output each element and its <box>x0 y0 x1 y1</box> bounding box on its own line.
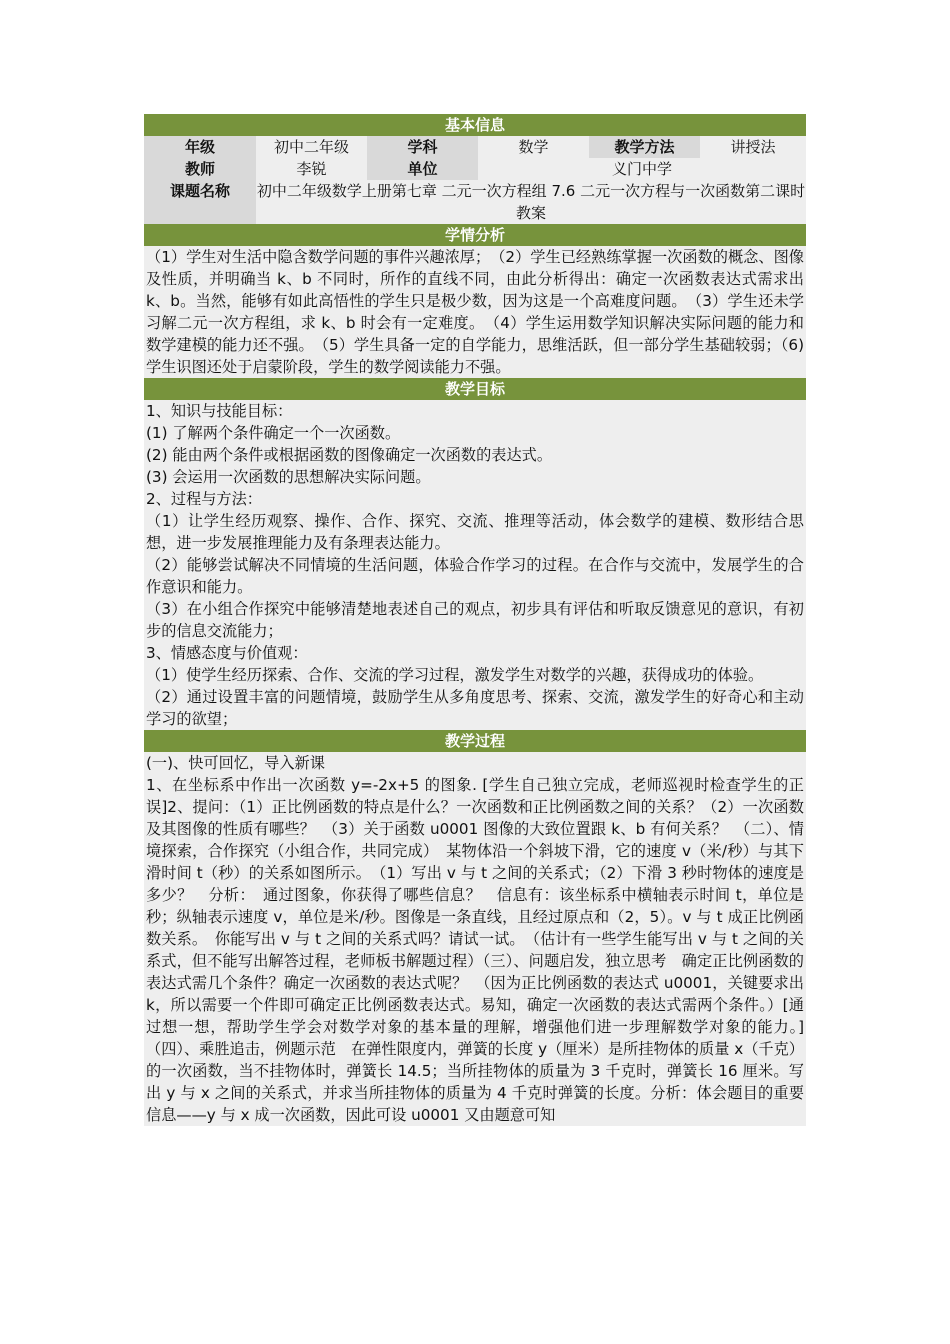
process-text: 1、在坐标系中作出一次函数 y=-2x+5 的图象. [学生自己独立完成，老师巡视时检查学生的正误]2、提问：（1）正比例函数的特点是什么？一次函数和正比例函数之间的关系？（2）一次函数及其图像的性质有哪些？ （3）关于函数 u0001 图像的大致位置跟 k、b 有何关系？ （二）、情境探索，合作探究（小组合作，共同完成） 某物体沿一个斜坡下滑，它的速度 v（米/秒）与其下滑时间 t（秒）的关系如图所示。 （1）写出 v 与 t 之间的关系式；（2）下滑 3 秒时物体的速度是多少？ 分析： 通过图象，你获得了哪些信息？ 信息有：该坐标系中横轴表示时间 t，单位是秒；纵轴表示速度 v，单位是米/秒。图像是一条直线，且经过原点和（2，5）。v 与 t 成正比例函数关系。 你能写出 v 与 t 之间的关系式吗？请试一试。 （估计有一些学生能写出 v 与 t 之间的关系式，但不能写出解答过程，老师板书解题过程）（三）、问题启发，独立思考 确定正比例函数的表达式需几个条件？确定一次函数的表达式呢？ （因为正比例函数的表达式 u0001，关键要求出 k，所以需要一个件即可确定正比例函数表达式。易知，确定一次函数的表达式需两个条件。）[通过想一想，帮助学生学会对数学对象的基本量的理解，增强他们进一步理解数学对象的能力。]（四）、乘胜追击，例题示范 在弹性限度内，弹簧的长度 y（厘米）是所挂物体的质量 x（千克）的一次函数，当不挂物体时，弹簧长 14.5；当所挂物体的质量为 3 千克时，弹簧长 16 厘米。写出 y 与 x 之间的关系式，并求当所挂物体的质量为 4 千克时弹簧的长度。分析：体会题目的重要信息——y 与 x 成一次函数，因此可设 u0001 又由题意可知 <box>146 776 804 1124</box>
analysis-header: 学情分析 <box>144 224 806 246</box>
topic-value: 初中二年级数学上册第七章 二元一次方程组 7.6 二元一次方程与一次函数第二课时教案 <box>256 182 806 222</box>
goals-line: 1、知识与技能目标： <box>146 402 293 420</box>
goals-line: （3）在小组合作探究中能够清楚地表述自己的观点，初步具有评估和听取反馈意见的意识，有初步的信息交流能力； <box>146 600 804 640</box>
method-value: 讲授法 <box>700 136 806 158</box>
subject-label: 学科 <box>367 136 478 158</box>
analysis-text: （1）学生对生活中隐含数学问题的事件兴趣浓厚； （2）学生已经熟练掌握一次函数的概念、图像及性质，并明确当 k、b 不同时，所作的直线不同，由此分析得出：确定一次函数表达式需求出 k、b。当然，能够有如此高悟性的学生只是极少数，因为这是一个高难度问题。 （3）学生还未学习解二元一次方程组，求 k、b 时会有一定难度。 （4）学生运用数学知识解决实际问题的能力和数学建模的能力还不强。 （5）学生具备一定的自学能力，思维活跃，但一部分学生基础较弱；（6) 学生识图还处于启蒙阶段，学生的数学阅读能力不强。 <box>146 248 804 376</box>
process-intro: (一)、快可回忆，导入新课 <box>146 754 325 772</box>
unit-value: 义门中学 <box>478 158 806 180</box>
subject-value: 数学 <box>478 136 589 158</box>
goals-line: (2) 能由两个条件或根据函数的图像确定一次函数的表达式。 <box>146 446 553 464</box>
process-section <box>144 752 806 1126</box>
goals-line: （1）让学生经历观察、操作、合作、探究、交流、推理等活动，体会数学的建模、数形结合思想，进一步发展推理能力及有条理表达能力。 <box>146 512 804 552</box>
goals-line: (3) 会运用一次函数的思想解决实际问题。 <box>146 468 431 486</box>
goals-line: (1) 了解两个条件确定一个一次函数。 <box>146 424 401 442</box>
topic-label <box>144 180 256 224</box>
goals-line: （2）通过设置丰富的问题情境，鼓励学生从多角度思考、探索、交流，激发学生的好奇心和主动学习的欲望； <box>146 688 804 728</box>
teacher-label: 教师 <box>144 158 256 180</box>
unit-label: 单位 <box>367 158 478 180</box>
basic-info-header: 基本信息 <box>144 114 806 136</box>
goals-line: 2、过程与方法： <box>146 490 262 508</box>
goals-line: 3、情感态度与价值观： <box>146 644 308 662</box>
lesson-plan-table <box>144 114 806 1126</box>
grade-label: 年级 <box>144 136 256 158</box>
goals-line: （1）使学生经历探索、合作、交流的学习过程，激发学生对数学的兴趣，获得成功的体验。 <box>146 666 764 684</box>
analysis-section <box>144 246 806 378</box>
process-header: 教学过程 <box>144 730 806 752</box>
goals-header: 教学目标 <box>144 378 806 400</box>
basic-info-grid <box>144 136 806 224</box>
grade-value: 初中二年级 <box>256 136 367 158</box>
teacher-value: 李锐 <box>256 158 367 180</box>
topic-label-text: 课题名称 <box>169 182 230 200</box>
goals-line: （2）能够尝试解决不同情境的生活问题，体验合作学习的过程。在合作与交流中，发展学生的合作意识和能力。 <box>146 556 804 596</box>
method-label: 教学方法 <box>589 136 700 158</box>
goals-section <box>144 400 806 730</box>
